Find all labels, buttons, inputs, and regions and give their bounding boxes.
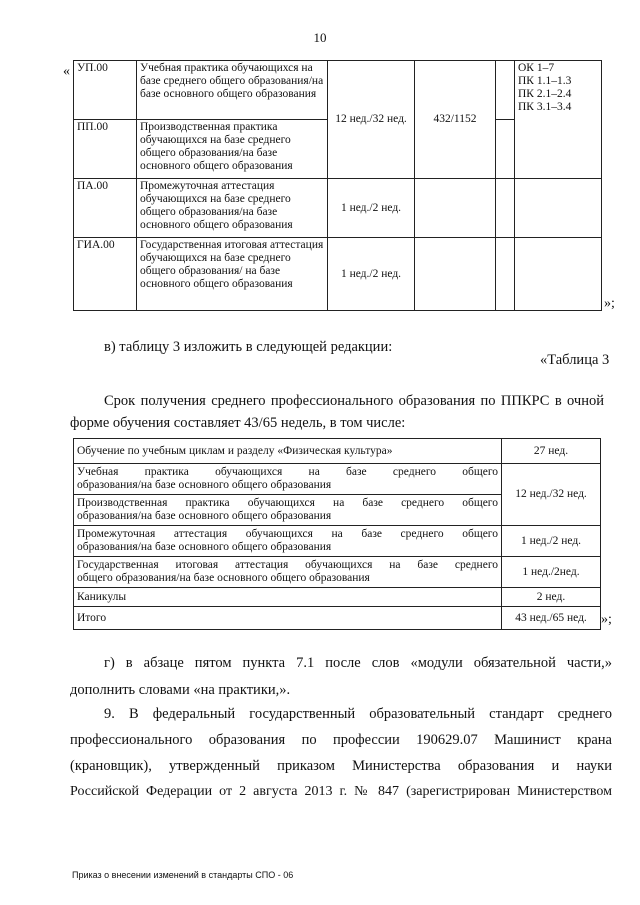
table-row [74, 526, 601, 557]
practice-value: 12 нед./32 нед. [502, 464, 601, 526]
row-label [74, 526, 502, 557]
table-row [74, 238, 602, 311]
row-name: Государственная итоговая аттестация обучающихся на базе среднего общего образования/ на базе основного общего образования [137, 238, 328, 311]
p9-line-1: 9. В федеральный государственный образовательный стандарт среднего [104, 706, 612, 722]
empty-cell [515, 238, 602, 311]
item-g-line-1: г) в абзаце пятом пункта 7.1 после слов «модули обязательной части,» [104, 655, 612, 671]
empty-cell [415, 179, 496, 238]
row-label-line: образования/на базе основного общего образования [77, 479, 332, 491]
footer-note: Приказ о внесении изменений в стандарты СПО - 06 [72, 870, 294, 880]
row-value: 43 нед./65 нед. [502, 607, 601, 630]
competencies-cell [515, 61, 602, 179]
table-row [74, 557, 601, 588]
row-name: Промежуточная аттестация обучающихся на базе среднего общего образования/на базе основного общего образования [137, 179, 328, 238]
row-label-line: Промежуточная аттестация обучающихся на базе среднего общего [77, 528, 498, 540]
row-code: ПП.00 [74, 120, 137, 179]
row-label-line: общего образования/на базе основного общего образования [77, 572, 370, 584]
row-label: Каникулы [74, 588, 502, 607]
table-row [74, 464, 601, 495]
table2-close-quote: »; [601, 612, 612, 627]
row-name: Производственная практика обучающихся на базе среднего общего образования/на базе основного общего образования [137, 120, 328, 179]
table-row [74, 179, 602, 238]
table-row [74, 588, 601, 607]
item-v: в) таблицу 3 изложить в следующей редакции: [104, 339, 393, 355]
row-code: УП.00 [74, 61, 137, 120]
competency-item: ПК 1.1–1.3 [518, 75, 572, 87]
p9-line-3: (крановщик), утвержденный приказом Министерства образования и науки [70, 758, 612, 774]
row-value: 1 нед./2 нед. [502, 526, 601, 557]
duration-table [73, 438, 601, 630]
row-label [74, 495, 502, 526]
pa-weeks: 1 нед./2 нед. [328, 179, 415, 238]
curriculum-table [73, 60, 602, 311]
row-name: Учебная практика обучающихся на базе среднего общего образования/на базе основного общего образования [137, 61, 328, 120]
row-label-line: образования/на базе основного общего образования [77, 510, 332, 522]
p9-line-4: Российской Федерации от 2 августа 2013 г. № 847 (зарегистрирован Министерством [70, 784, 612, 799]
item-g-line-2: дополнить словами «на практики,». [70, 682, 291, 698]
intro-line-2: форме обучения составляет 43/65 недель, в том числе: [70, 415, 406, 431]
row-code: ПА.00 [74, 179, 137, 238]
p9-line-2: профессионального образования по профессии 190629.07 Машинист крана [70, 732, 612, 748]
row-label-line: Государственная итоговая аттестация обучающихся на базе среднего [77, 559, 498, 571]
row-label: Обучение по учебным циклам и разделу «Физическая культура» [74, 439, 502, 464]
empty-cell [415, 238, 496, 311]
intro-line-1: Срок получения среднего профессионального образования по ППКРС в очной [104, 393, 604, 409]
table-row [74, 607, 601, 630]
practice-hours: 432/1152 [415, 61, 496, 179]
row-label [74, 557, 502, 588]
row-label: Итого [74, 607, 502, 630]
competency-item: ПК 2.1–2.4 [518, 88, 572, 100]
empty-cell [515, 179, 602, 238]
table-row [74, 61, 602, 120]
competency-item: ПК 3.1–3.4 [518, 101, 572, 113]
table1-open-quote: « [63, 64, 70, 79]
empty-cell [496, 120, 515, 179]
row-value: 2 нед. [502, 588, 601, 607]
row-value: 1 нед./2нед. [502, 557, 601, 588]
empty-cell [496, 179, 515, 238]
empty-cell [496, 238, 515, 311]
table-row [74, 439, 601, 464]
table3-label: «Таблица 3 [540, 352, 610, 368]
row-label-line: Производственная практика обучающихся на базе среднего общего [77, 497, 498, 509]
row-label [74, 464, 502, 495]
empty-cell [496, 61, 515, 120]
row-value: 27 нед. [502, 439, 601, 464]
gia-weeks: 1 нед./2 нед. [328, 238, 415, 311]
practice-weeks: 12 нед./32 нед. [328, 61, 415, 179]
row-label-line: образования/на базе основного общего образования [77, 541, 332, 553]
page-number: 10 [313, 30, 327, 45]
row-label-line: Учебная практика обучающихся на базе среднего общего [77, 466, 498, 478]
row-code: ГИА.00 [74, 238, 137, 311]
competency-item: ОК 1–7 [518, 62, 555, 74]
table1-close-quote: »; [604, 296, 615, 311]
